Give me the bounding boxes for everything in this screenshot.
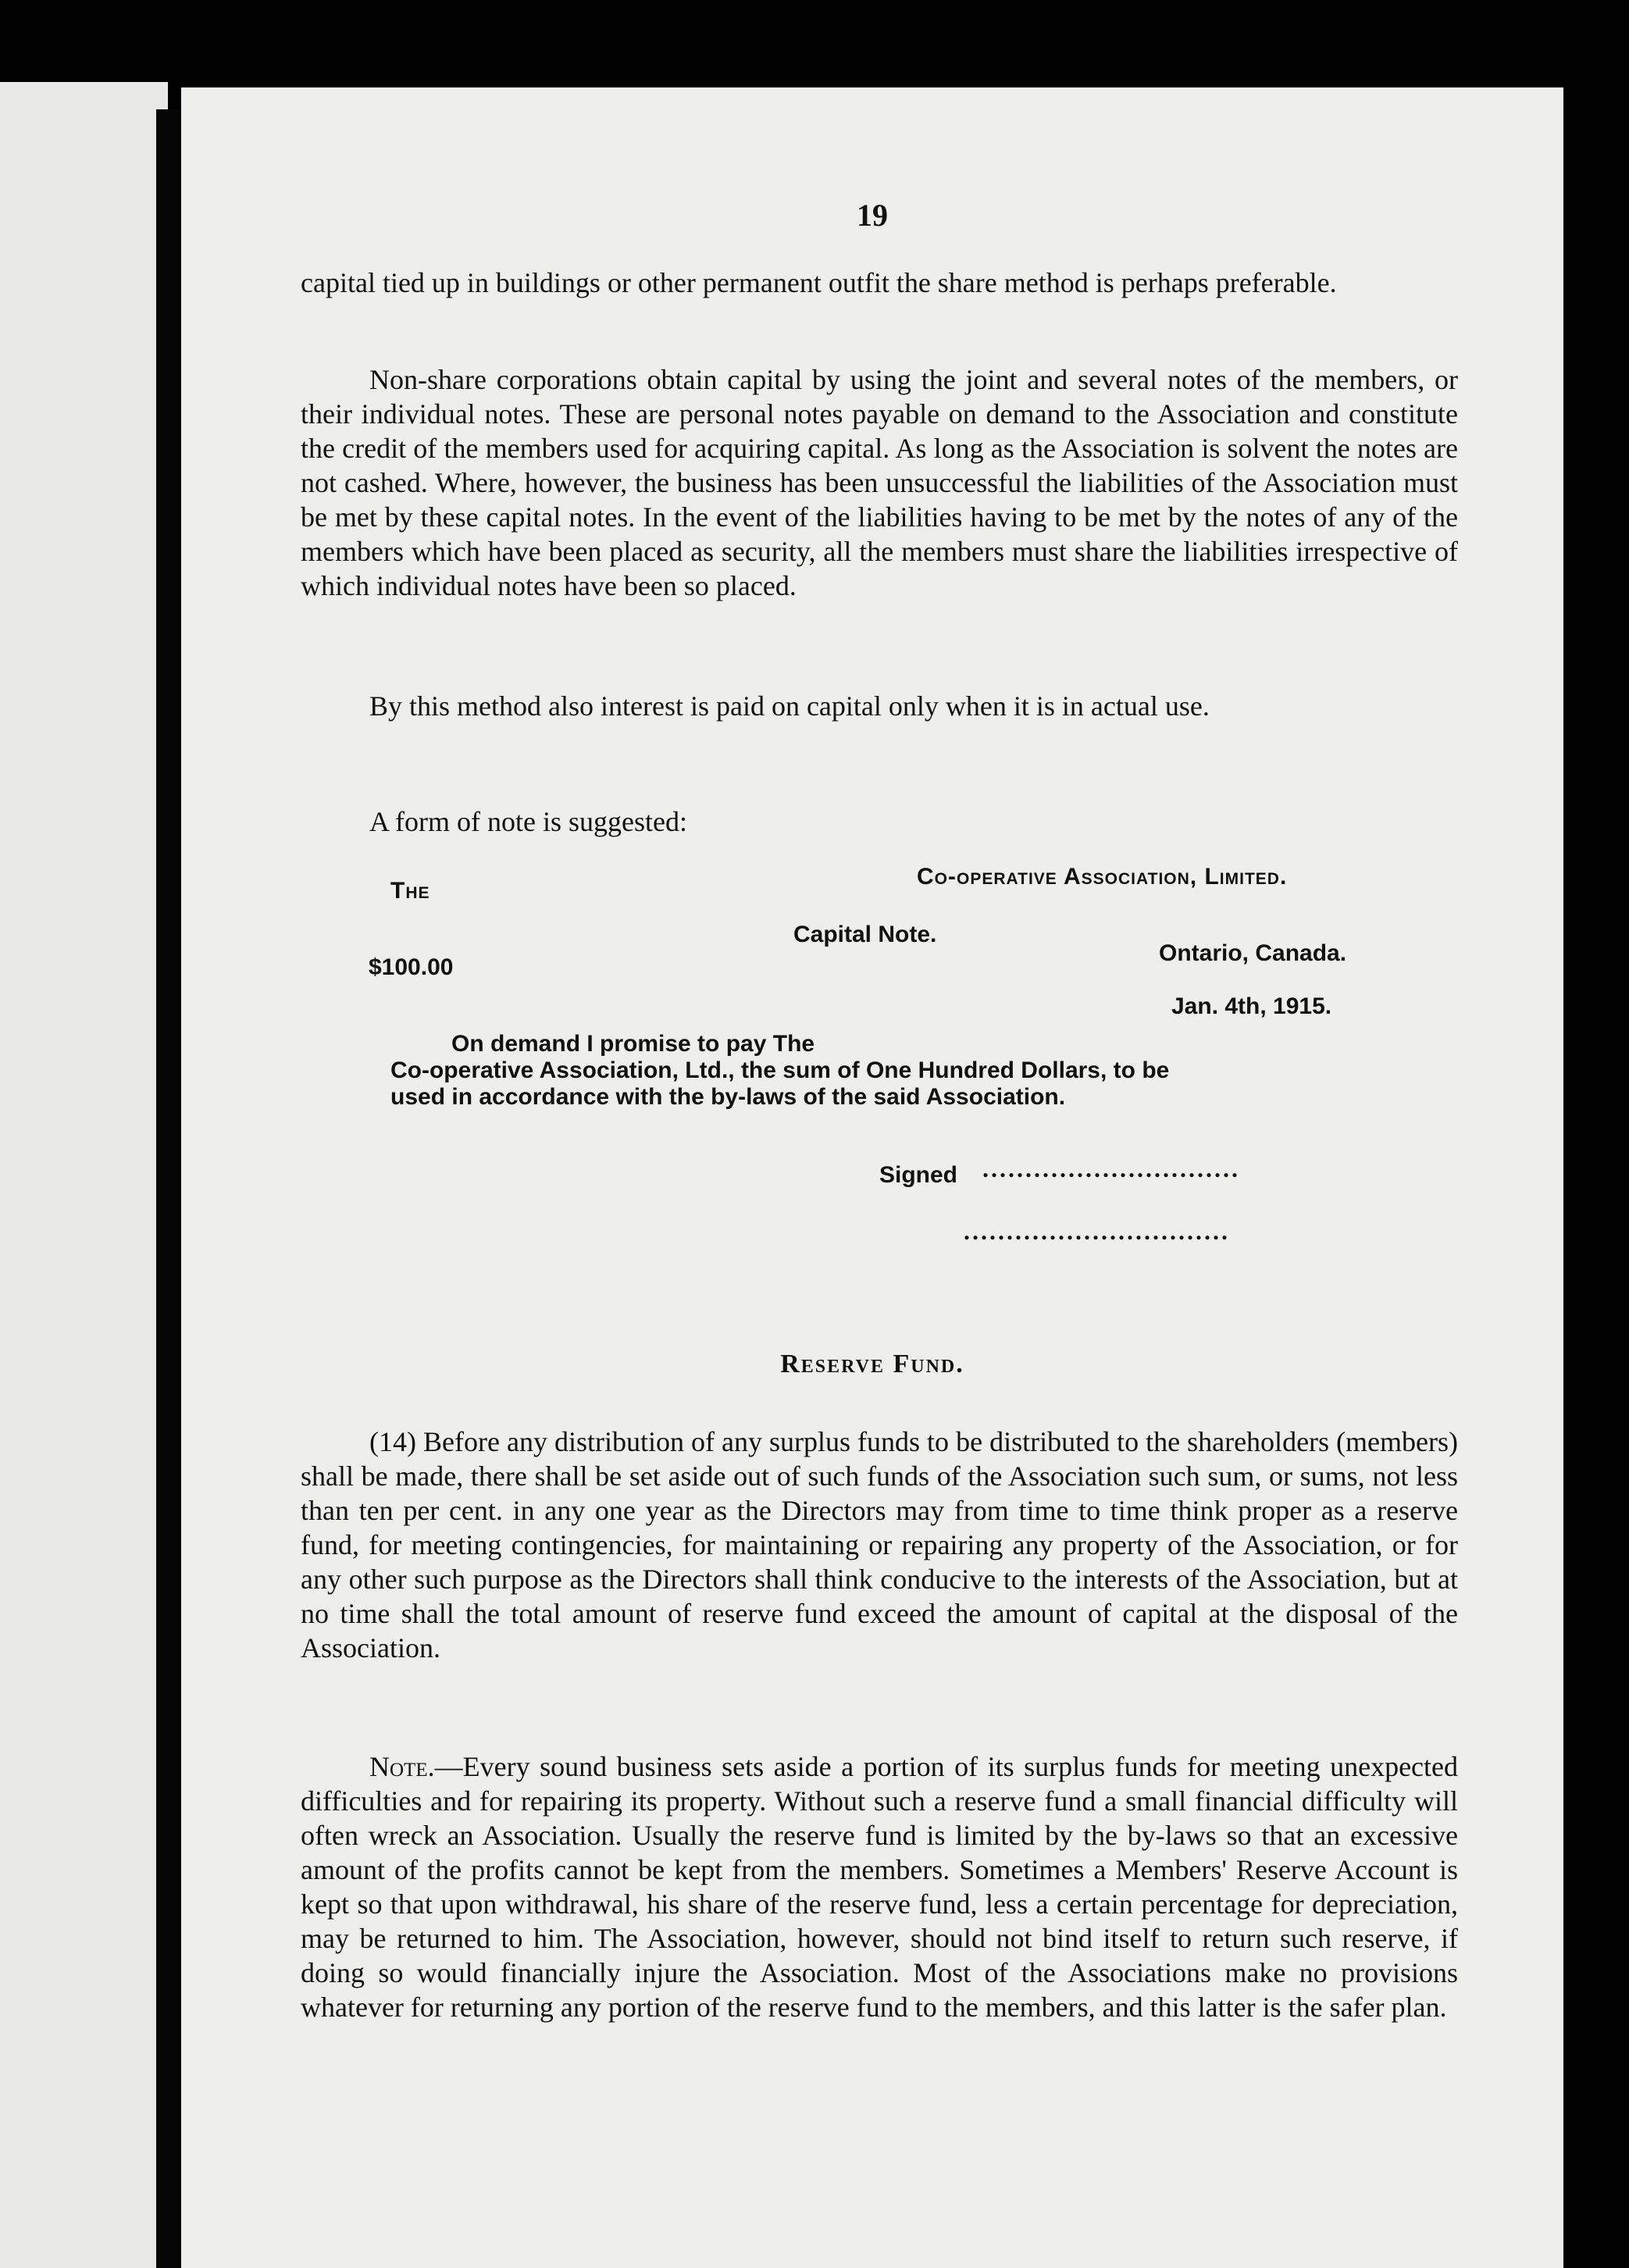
- reserve-note: [301, 1749, 1458, 2024]
- note-label: Note.: [369, 1751, 435, 1782]
- note-amount: $100.00: [369, 954, 454, 980]
- note-body-line1: On demand I promise to pay The: [451, 1031, 815, 1057]
- note-body-line2: Co-operative Association, Ltd., the sum of One Hundred Dollars, to be: [390, 1057, 1170, 1083]
- page-number: 19: [857, 198, 888, 233]
- document-page: [181, 87, 1563, 2268]
- left-page-edge: [0, 82, 168, 2268]
- note-the: The: [390, 878, 430, 904]
- note-signed-label: Signed: [879, 1162, 958, 1188]
- note-body-line3: used in accordance with the by-laws of the said Association.: [390, 1084, 1066, 1110]
- paragraph-non-share: Non-share corporations obtain capital by using the joint and several notes of the members, or their individual notes. These are personal notes payable on demand to the Association and constitute the credit of the members used for acquiring capital. As long as the Association is solvent the notes are not cashed. Where, however, the business has been unsuccessful the liabilities of the Association must be met by these capital notes. In the event of the liabilities having to be met by the notes of any of the members which have been placed as security, all the members must share the liabilities irrespective of which individual notes have been so placed.: [301, 364, 1458, 601]
- reserve-fund-heading: Reserve Fund.: [780, 1350, 964, 1378]
- paragraph-form-intro: A form of note is suggested:: [369, 806, 687, 837]
- paragraph-interest: By this method also interest is paid on capital only when it is in actual use.: [369, 690, 1210, 722]
- note-signed-line: ..............................: [982, 1154, 1240, 1182]
- note-capital-title: Capital Note.: [793, 922, 937, 947]
- reserve-clause-14: (14) Before any distribution of any surplus funds to be distributed to the shareholders (members) shall be made, there shall be set aside out of such funds of the Association such sum, or sums, not less than ten per cent. in any one year as the Directors may from time to time think proper as a reserve fund, for meeting contingencies, for maintaining or repairing any property of the Association, or for any other such purpose as the Directors shall think conducive to the interests of the Association, but at no time shall the total amount of reserve fund exceed the amount of capital at the disposal of the Association.: [301, 1426, 1458, 1664]
- note-second-line: ...............................: [964, 1217, 1230, 1245]
- note-text: —Every sound business sets aside a portion of its surplus funds for meeting unexpected difficulties and for repairing its property. Without such a reserve fund a small financial difficulty will often wreck an Association. Usually the reserve fund is limited by the by-laws so that an excessive amount of the profits cannot be kept from the members. Sometimes a Members' Reserve Account is kept so that upon withdrawal, his share of the reserve fund, less a certain percentage for depreciation, may be returned to him. The Association, however, should not bind itself to return such reserve, if doing so would financially injure the Association. Most of the Associations make no provisions whatever for returning any portion of the reserve fund to the members, and this latter is the safer plan.: [301, 1751, 1458, 2023]
- note-date: Jan. 4th, 1915.: [1171, 993, 1332, 1019]
- book-binding: [156, 109, 180, 2268]
- note-association-name: Co-operative Association, Limited.: [917, 864, 1288, 890]
- note-location: Ontario, Canada.: [1159, 940, 1347, 966]
- paragraph-capital-tied: capital tied up in buildings or other permanent outfit the share method is perhaps preferable.: [301, 267, 1337, 298]
